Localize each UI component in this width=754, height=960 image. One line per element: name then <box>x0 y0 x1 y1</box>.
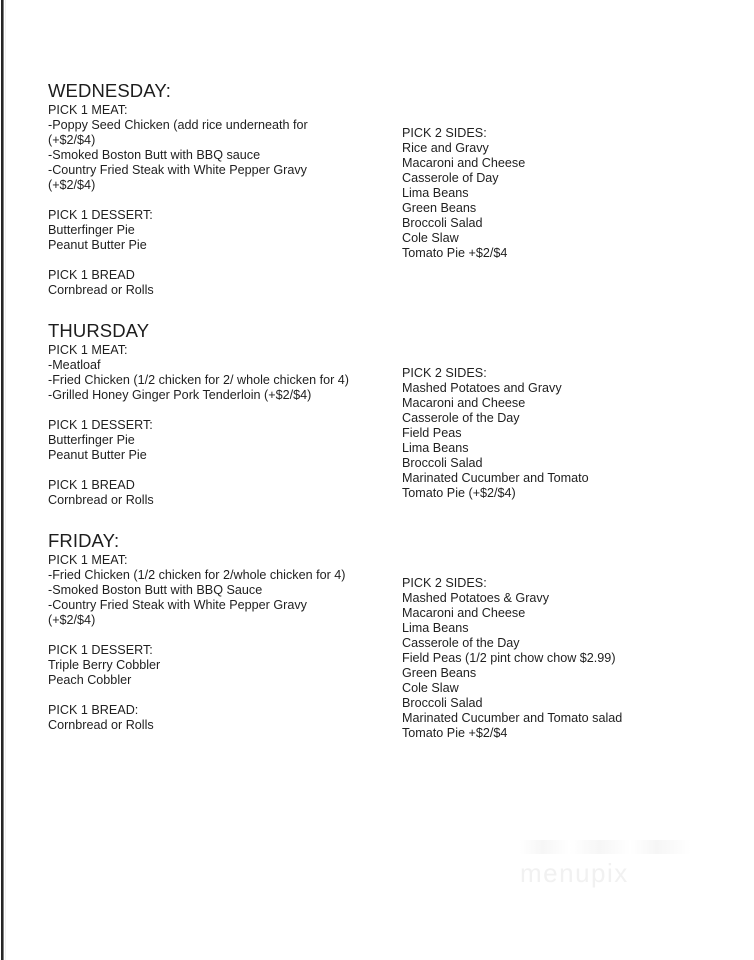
meat-item: -Fried Chicken (1/2 chicken for 2/ whole chicken for 4) <box>48 373 349 387</box>
watermark-artifact <box>520 840 710 854</box>
bread-section-label: PICK 1 BREAD: <box>48 703 139 717</box>
day-columns <box>48 553 720 741</box>
dessert-item: Peanut Butter Pie <box>48 448 147 462</box>
side-item: Casserole of the Day <box>402 411 520 425</box>
bread-item: Cornbread or Rolls <box>48 283 154 297</box>
side-item: Cole Slaw <box>402 681 459 695</box>
blank-line <box>48 688 402 703</box>
blank-line <box>48 253 402 268</box>
scan-edge-left <box>1 0 4 960</box>
sides-section-label: PICK 2 SIDES: <box>402 576 487 590</box>
day-column-left <box>48 343 402 508</box>
meat-item: -Country Fried Steak with White Pepper Gravy <box>48 598 307 612</box>
day-section <box>48 530 720 741</box>
side-item: Casserole of the Day <box>402 636 520 650</box>
dessert-item: Peanut Butter Pie <box>48 238 147 252</box>
sides-section-label: PICK 2 SIDES: <box>402 366 487 380</box>
meat-item: -Country Fried Steak with White Pepper Gravy <box>48 163 307 177</box>
day-section <box>48 320 720 508</box>
side-item: Macaroni and Cheese <box>402 606 526 620</box>
side-item: Lima Beans <box>402 186 469 200</box>
side-item: Green Beans <box>402 201 477 215</box>
dessert-item: Butterfinger Pie <box>48 433 135 447</box>
side-item: Field Peas (1/2 pint chow chow $2.99) <box>402 651 616 665</box>
meat-section-label: PICK 1 MEAT: <box>48 103 128 117</box>
day-columns <box>48 343 720 508</box>
side-item: Tomato Pie +$2/$4 <box>402 246 508 260</box>
blank-line <box>48 628 402 643</box>
day-column-left <box>48 553 402 733</box>
side-item: Casserole of Day <box>402 171 499 185</box>
bread-section-label: PICK 1 BREAD <box>48 478 135 492</box>
side-item: Tomato Pie +$2/$4 <box>402 726 508 740</box>
side-item: Tomato Pie (+$2/$4) <box>402 486 516 500</box>
day-column-right <box>402 553 720 741</box>
meat-item: (+$2/$4) <box>48 613 96 627</box>
side-item: Mashed Potatoes and Gravy <box>402 381 562 395</box>
side-item: Rice and Gravy <box>402 141 489 155</box>
side-item: Field Peas <box>402 426 462 440</box>
dessert-section-label: PICK 1 DESSERT: <box>48 208 153 222</box>
blank-line <box>48 403 402 418</box>
blank-line <box>48 463 402 478</box>
side-item: Lima Beans <box>402 621 469 635</box>
side-item: Broccoli Salad <box>402 216 483 230</box>
meat-item: -Grilled Honey Ginger Pork Tenderloin (+$2/$4) <box>48 388 312 402</box>
side-item: Mashed Potatoes & Gravy <box>402 591 549 605</box>
side-item: Broccoli Salad <box>402 456 483 470</box>
side-item: Marinated Cucumber and Tomato <box>402 471 589 485</box>
bread-item: Cornbread or Rolls <box>48 493 154 507</box>
meat-section-label: PICK 1 MEAT: <box>48 343 128 357</box>
meat-item: (+$2/$4) <box>48 133 96 147</box>
menupix-watermark: menupix <box>520 858 629 888</box>
day-section <box>48 80 720 298</box>
dessert-item: Peach Cobbler <box>48 673 132 687</box>
meat-section-label: PICK 1 MEAT: <box>48 553 128 567</box>
bread-item: Cornbread or Rolls <box>48 718 154 732</box>
side-item: Macaroni and Cheese <box>402 156 526 170</box>
day-columns <box>48 103 720 298</box>
day-column-right <box>402 343 720 501</box>
side-item: Green Beans <box>402 666 477 680</box>
day-title: FRIDAY: <box>48 530 120 551</box>
dessert-item: Butterfinger Pie <box>48 223 135 237</box>
meat-item: -Poppy Seed Chicken (add rice underneath for <box>48 118 308 132</box>
sides-section-label: PICK 2 SIDES: <box>402 126 487 140</box>
side-item: Marinated Cucumber and Tomato salad <box>402 711 623 725</box>
meat-item: -Meatloaf <box>48 358 101 372</box>
day-title: WEDNESDAY: <box>48 80 171 101</box>
meat-item: -Fried Chicken (1/2 chicken for 2/whole chicken for 4) <box>48 568 346 582</box>
side-item: Cole Slaw <box>402 231 459 245</box>
dessert-section-label: PICK 1 DESSERT: <box>48 418 153 432</box>
meat-item: -Smoked Boston Butt with BBQ sauce <box>48 148 261 162</box>
day-column-right <box>402 103 720 261</box>
side-item: Lima Beans <box>402 441 469 455</box>
bread-section-label: PICK 1 BREAD <box>48 268 135 282</box>
meat-item: -Smoked Boston Butt with BBQ Sauce <box>48 583 263 597</box>
dessert-section-label: PICK 1 DESSERT: <box>48 643 153 657</box>
menu-content <box>48 80 720 741</box>
scan-edge-left-highlight <box>5 0 6 960</box>
meat-item: (+$2/$4) <box>48 178 96 192</box>
day-title: THURSDAY <box>48 320 150 341</box>
dessert-item: Triple Berry Cobbler <box>48 658 161 672</box>
side-item: Broccoli Salad <box>402 696 483 710</box>
side-item: Macaroni and Cheese <box>402 396 526 410</box>
blank-line <box>48 193 402 208</box>
day-column-left <box>48 103 402 298</box>
